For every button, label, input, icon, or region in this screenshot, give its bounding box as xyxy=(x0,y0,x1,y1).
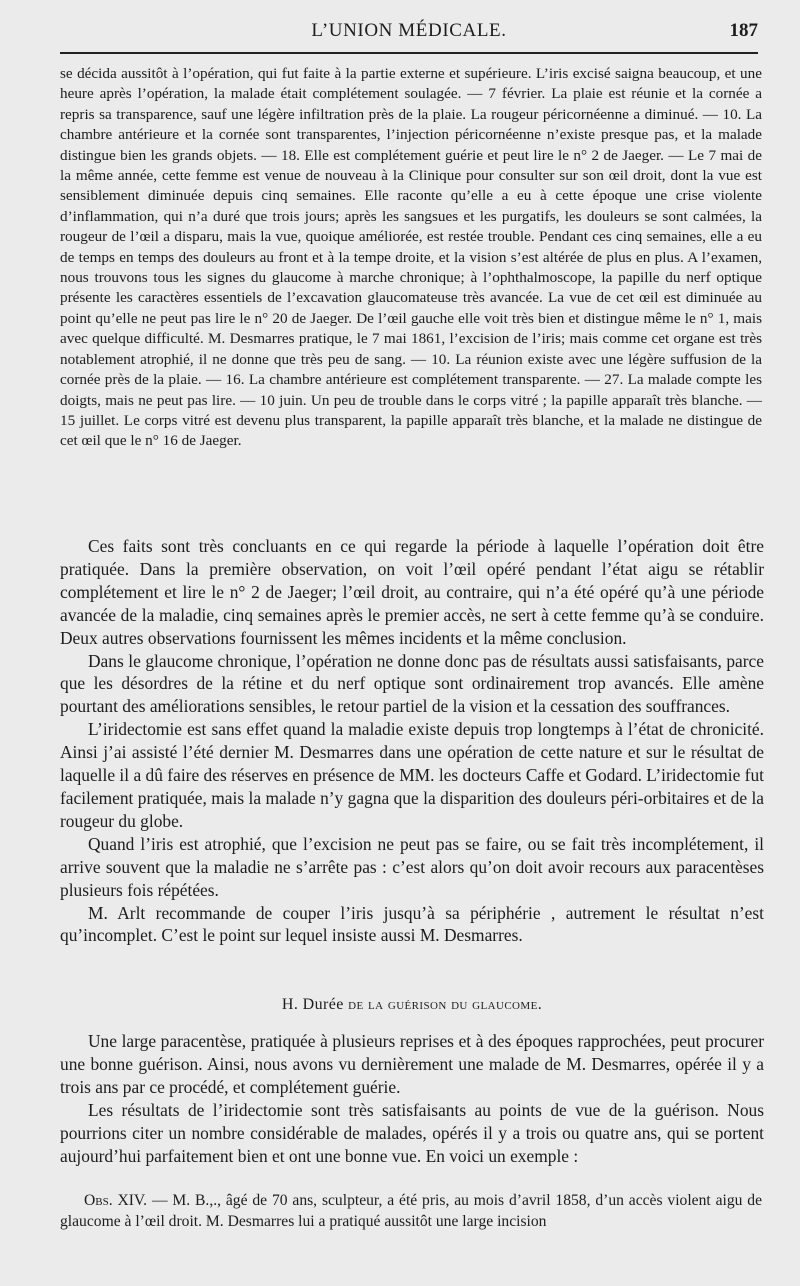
paragraph-conclusions: Ces faits sont très concluants en ce qui regarde la période à laquelle l’opération doit être pratiquée. Dans la première observation, on voit l’œil opéré pendant l’état aigu se rétablir complétement et lire le n° 2 de Jaeger; l’œil droit, au contraire, qui n’a été opéré qu’à une période avancée de la maladie, cinq semaines après le premier accès, ne sert à cette femme qu’à se conduire. Deux autres observations fournissent les mêmes incidents et la même conclusion. xyxy=(60,536,764,648)
observation-paragraph xyxy=(60,1190,762,1232)
journal-title: L’UNION MÉDICALE. xyxy=(311,20,507,41)
paragraph-arlt: M. Arlt recommande de couper l’iris jusqu’à sa périphérie , autrement le résultat n’est qu’incomplet. C’est le point sur lequel insiste aussi M. Desmarres. xyxy=(60,902,764,946)
case-report-continuation xyxy=(60,64,762,452)
running-header xyxy=(60,18,758,48)
page-number: 187 xyxy=(729,20,758,41)
paragraph-atrophied-iris: Quand l’iris est atrophié, que l’excision ne peut pas se faire, ou se fait très incomplétement, il arrive souvent que la maladie ne s’arrête pas : c’est alors qu’on doit avoir recours aux paracentèses plusieurs fois répétées. xyxy=(60,833,764,900)
discussion-block xyxy=(60,535,764,947)
section-heading xyxy=(60,996,764,1014)
paragraph-paracentesis: Une large paracentèse, pratiquée à plusieurs reprises et à des époques rapprochées, peut procurer une bonne guérison. Ainsi, nous avons vu dernièrement une malade de M. Desmarres, opérée il y a trois ans par ce procédé, et complétement guérie. xyxy=(60,1031,764,1097)
observation-text: — M. B.,., âgé de 70 ans, sculpteur, a été pris, au mois d’avril 1858, d’un accès violent aigu de glaucome à l’œil droit. M. Desmarres lui a pratiqué aussitôt une large incision xyxy=(60,1192,762,1230)
observation-block xyxy=(60,1190,762,1232)
header-rule xyxy=(60,52,758,54)
paragraph-chronic-glaucoma: Dans le glaucome chronique, l’opération ne donne donc pas de résultats aussi satisfaisants, parce que les désordres de la rétine et du nerf optique sont ordinairement trop avancés. Elle amène pourtant des améliorations sensibles, le retour partiel de la vision et la cessation des souffrances. xyxy=(60,650,764,717)
healing-block xyxy=(60,1030,764,1167)
paragraph-iridectomy-results: Les résultats de l’iridectomie sont très satisfaisants au points de vue de la guérison. Nous pourrions citer un nombre considérable de malades, opérés il y a trois ou quatre ans, qui se portent aujourd’hui parfaitement bien et ont une bonne vue. En voici un exemple : xyxy=(60,1099,764,1166)
section-heading-letter: H. Durée xyxy=(281,996,344,1013)
paragraph-iridectomy-chronicity: L’iridectomie est sans effet quand la maladie existe depuis trop longtemps à l’état de chronicité. Ainsi j’ai assisté l’été dernier M. Desmarres dans une opération de cette nature et sur le résultat de laquelle il a dû faire des réserves en présence de MM. les docteurs Caffe et Godard. L’iridectomie fut facilement pratiquée, mais la malade n’y gagna que la disparition des douleurs péri-orbitaires et de la rougeur du globe. xyxy=(60,719,764,831)
observation-label: Obs. XIV. xyxy=(84,1192,148,1209)
section-heading-text: de la guérison du glaucome. xyxy=(348,996,543,1013)
case-report-text: se décida aussitôt à l’opération, qui fut faite à la partie externe et supérieure. L’iris excisé saigna beaucoup, et une heure après l’opération, la malade était complétement soulagée. — 7 février. La plaie est réunie et la cornée a repris sa transparence, sauf une légère infiltration près de la plaie. La rougeur péricornéenne a diminué. — 10. La chambre antérieure et la cornée sont transparentes, l’injection péricornéenne n’existe presque pas, et la malade distingue bien les grands objets. — 18. Elle est complétement guérie et peut lire le n° 2 de Jaeger. — Le 7 mai de la même année, cette femme est venue de nouveau à la Clinique pour consulter sur son œil droit, dont la vue est sensiblement diminuée depuis cinq semaines. Elle raconte qu’elle a eu à cette époque une crise violente d’inflammation, qui n’a duré que trois jours; après les sangsues et les purgatifs, les douleurs se sont calmées, la rougeur de l’œil a disparu, mais la vue, quoique améliorée, est restée trouble. Pendant ces cinq semaines, elle a eu de temps en temps des douleurs au front et à la tempe droite, et la vision s’est altérée de plus en plus. A l’examen, nous trouvons tous les signes du glaucome à marche chronique; à l’ophthalmoscope, la papille du nerf optique présente les caractères essentiels de l’excavation glaucomateuse très avancée. La vue de cet œil est diminuée au point qu’elle ne peut pas lire le n° 20 de Jaeger. De l’œil gauche elle voit très bien et distingue même le n° 1, mais avec quelque difficulté. M. Desmarres pratique, le 7 mai 1861, l’excision de l’iris; mais comme cet organe est très notablement atrophié, il ne donne que très peu de sang. — 10. La réunion existe avec une légère suffusion de la cornée près de la plaie. — 16. La chambre antérieure est complétement transparente. — 27. La malade compte les doigts, mais ne peut pas lire. — 10 juin. Un peu de trouble dans le corps vitré ; la papille apparaît très blanche. — 15 juillet. Le corps vitré est devenu plus transparent, la papille apparaît très blanche, et la malade ne distingue de cet œil que le n° 16 de Jaeger. xyxy=(60,65,762,450)
